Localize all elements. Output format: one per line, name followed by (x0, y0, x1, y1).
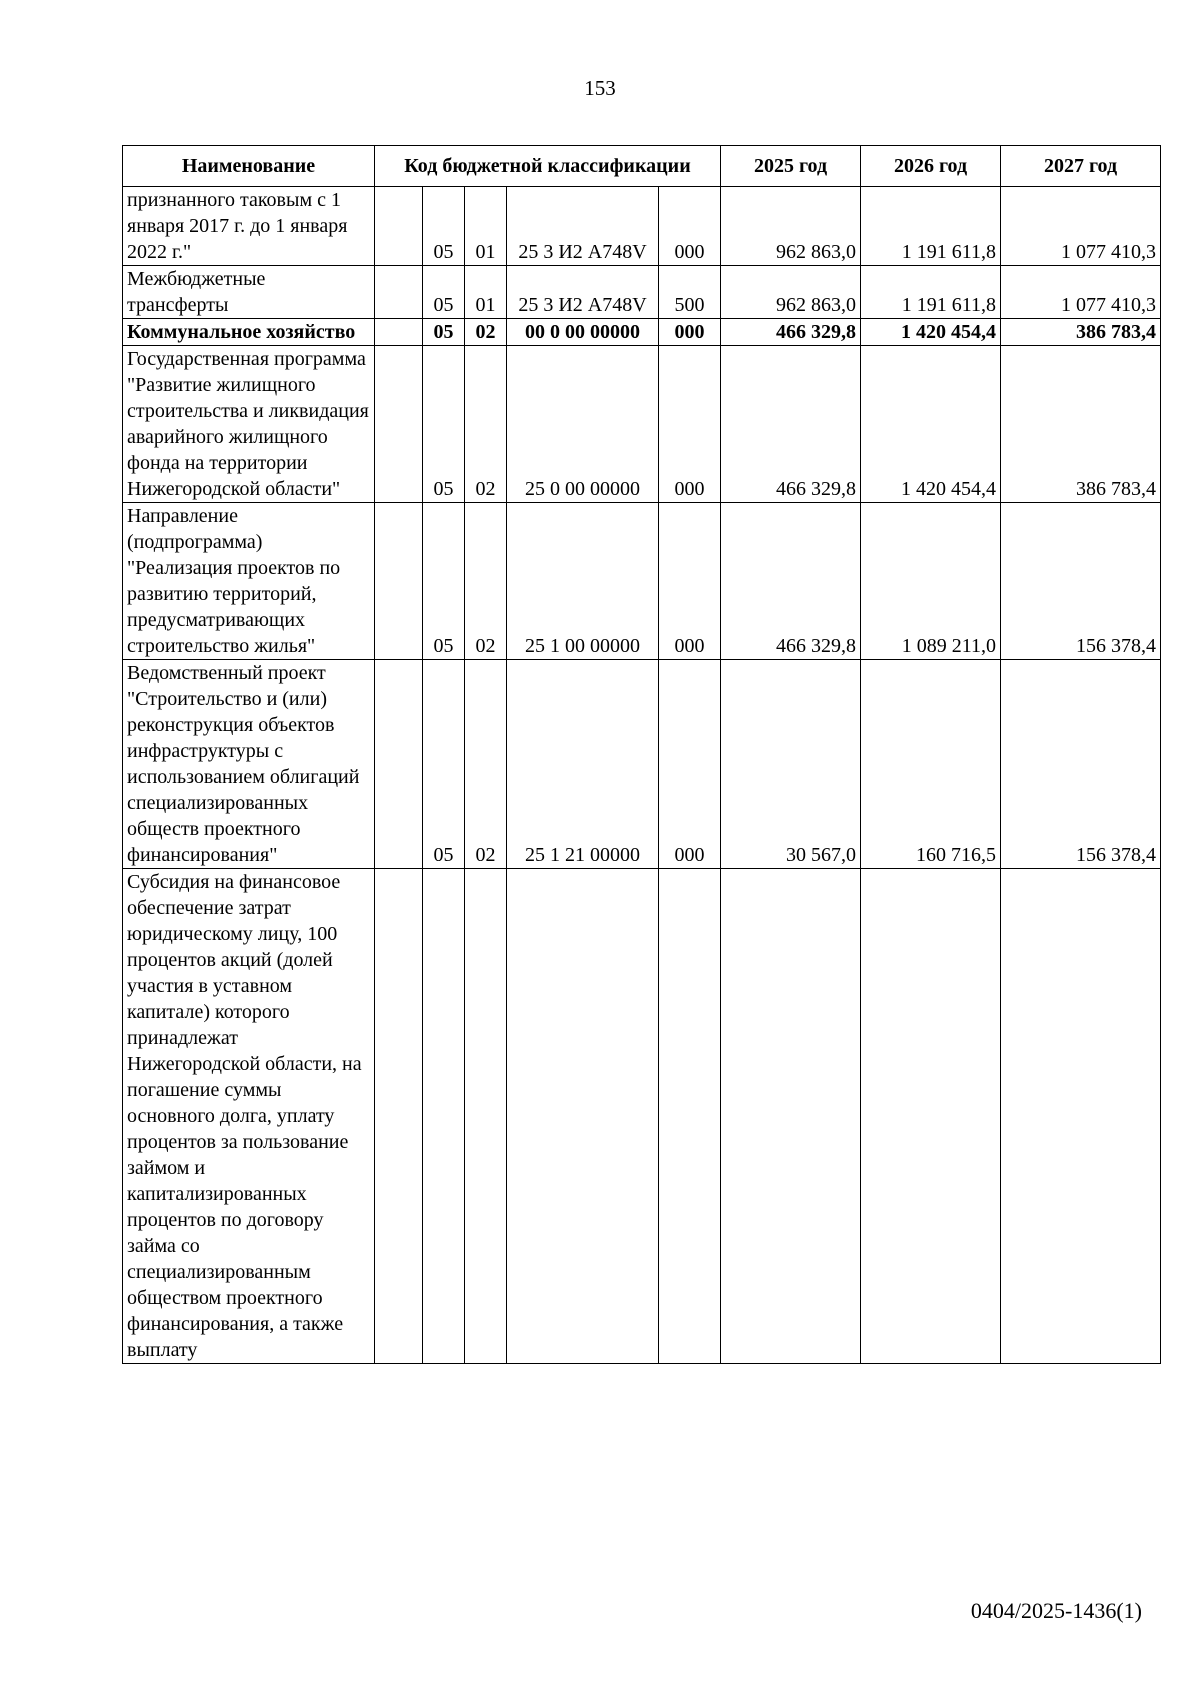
row-2025: 962 863,0 (721, 187, 861, 266)
row-subsection: 02 (465, 319, 507, 346)
row-section: 05 (423, 187, 465, 266)
row-2027: 1 077 410,3 (1001, 187, 1161, 266)
row-2026 (861, 869, 1001, 1364)
row-code-1 (375, 319, 423, 346)
row-2027: 386 783,4 (1001, 346, 1161, 503)
row-2026: 1 089 211,0 (861, 503, 1001, 660)
row-expense-type: 000 (659, 503, 721, 660)
row-expense-type: 000 (659, 187, 721, 266)
row-section: 05 (423, 503, 465, 660)
row-code-1 (375, 346, 423, 503)
row-name: Направление (подпрограмма) "Реализация проектов по развитию территорий, предусматривающих строительство жилья" (123, 503, 375, 660)
row-code-1 (375, 869, 423, 1364)
row-2027 (1001, 869, 1161, 1364)
row-2026: 1 420 454,4 (861, 319, 1001, 346)
row-name: Государственная программа "Развитие жилищного строительства и ликвидация аварийного жилищного фонда на территории Нижегородской области" (123, 346, 375, 503)
table-row (123, 869, 1161, 1364)
row-subsection: 02 (465, 660, 507, 869)
header-2025: 2025 год (721, 146, 861, 187)
table-row (123, 319, 1161, 346)
row-target-article: 25 3 И2 А748V (507, 266, 659, 319)
table-row (123, 187, 1161, 266)
document-code: 0404/2025-1436(1) (970, 1598, 1142, 1623)
row-subsection (465, 869, 507, 1364)
row-expense-type: 500 (659, 266, 721, 319)
row-section: 05 (423, 346, 465, 503)
header-code: Код бюджетной классификации (375, 146, 721, 187)
row-section (423, 869, 465, 1364)
row-expense-type: 000 (659, 319, 721, 346)
row-name: Межбюджетные трансферты (123, 266, 375, 319)
row-subsection: 01 (465, 266, 507, 319)
row-expense-type: 000 (659, 346, 721, 503)
row-target-article: 25 0 00 00000 (507, 346, 659, 503)
row-2026: 1 191 611,8 (861, 187, 1001, 266)
row-name: Коммунальное хозяйство (123, 319, 375, 346)
row-2025 (721, 869, 861, 1364)
row-2027: 1 077 410,3 (1001, 266, 1161, 319)
row-code-1 (375, 660, 423, 869)
row-target-article: 00 0 00 00000 (507, 319, 659, 346)
row-2025: 30 567,0 (721, 660, 861, 869)
row-2025: 466 329,8 (721, 503, 861, 660)
row-2027: 386 783,4 (1001, 319, 1161, 346)
header-2027: 2027 год (1001, 146, 1161, 187)
row-section: 05 (423, 660, 465, 869)
row-2027: 156 378,4 (1001, 660, 1161, 869)
row-target-article: 25 1 21 00000 (507, 660, 659, 869)
row-expense-type (659, 869, 721, 1364)
row-subsection: 02 (465, 346, 507, 503)
row-code-1 (375, 266, 423, 319)
row-2025: 466 329,8 (721, 319, 861, 346)
table-row (123, 346, 1161, 503)
header-2026: 2026 год (861, 146, 1001, 187)
row-expense-type: 000 (659, 660, 721, 869)
page-number: 153 (584, 76, 616, 100)
table-row (123, 660, 1161, 869)
row-name: Субсидия на финансовое обеспечение затрат юридическому лицу, 100 процентов акций (долей участия в уставном капитале) которого принадлежат Нижегородской области, на погашение суммы основного долга, уплату процентов за пользование займом и капитализированных процентов по договору займа со специализированным обществом проектного финансирования, а также выплату (123, 869, 375, 1364)
row-section: 05 (423, 319, 465, 346)
header-name: Наименование (123, 146, 375, 187)
table-row (123, 266, 1161, 319)
table-row (123, 503, 1161, 660)
row-target-article (507, 869, 659, 1364)
row-2026: 160 716,5 (861, 660, 1001, 869)
row-name: признанного таковым с 1 января 2017 г. до 1 января 2022 г." (123, 187, 375, 266)
row-2026: 1 420 454,4 (861, 346, 1001, 503)
table-header-row (123, 146, 1161, 187)
row-section: 05 (423, 266, 465, 319)
row-code-1 (375, 187, 423, 266)
row-subsection: 01 (465, 187, 507, 266)
row-code-1 (375, 503, 423, 660)
row-target-article: 25 3 И2 А748V (507, 187, 659, 266)
row-2025: 962 863,0 (721, 266, 861, 319)
row-2027: 156 378,4 (1001, 503, 1161, 660)
row-2026: 1 191 611,8 (861, 266, 1001, 319)
row-target-article: 25 1 00 00000 (507, 503, 659, 660)
row-subsection: 02 (465, 503, 507, 660)
budget-table (122, 145, 1161, 1364)
row-name: Ведомственный проект "Строительство и (или) реконструкция объектов инфраструктуры с использованием облигаций специализированных обществ проектного финансирования" (123, 660, 375, 869)
row-2025: 466 329,8 (721, 346, 861, 503)
